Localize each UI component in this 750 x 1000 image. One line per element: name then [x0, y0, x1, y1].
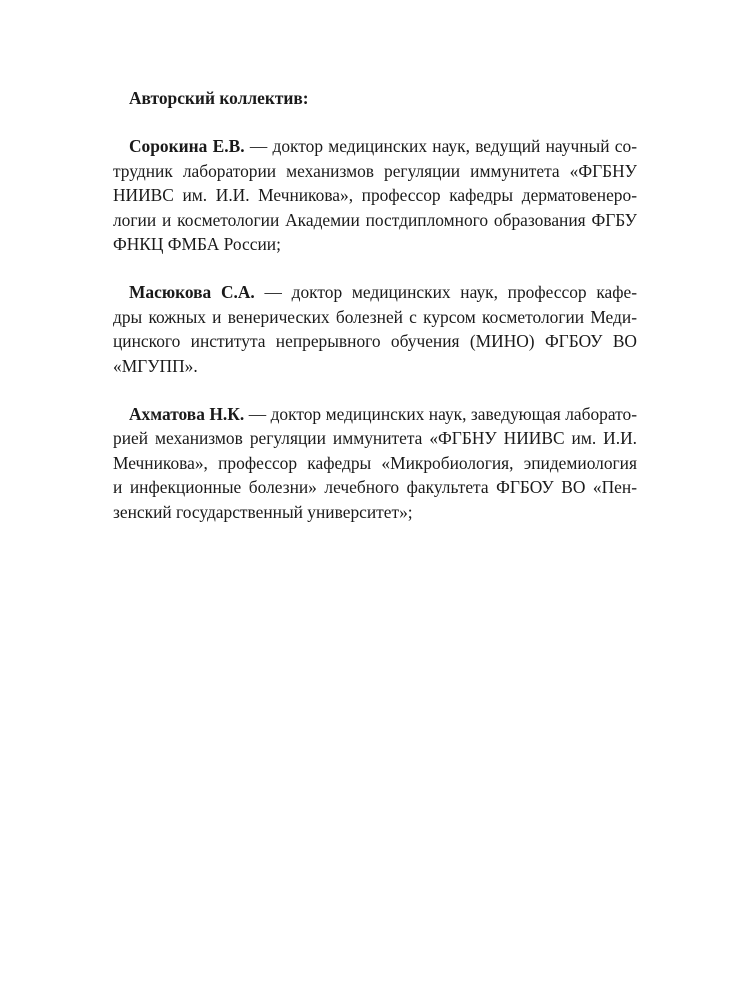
- author-name: Сорокина Е.В.: [129, 136, 245, 157]
- text-line: трудник лаборатории механизмов регуляции иммунитета «ФГБНУ: [113, 160, 637, 181]
- text-line: ФНКЦ ФМБА России;: [113, 234, 281, 255]
- author-entry: [113, 402, 637, 524]
- text-line: [113, 280, 637, 304]
- author-description: — доктор медицинских наук, профессор кафе-: [254, 282, 637, 303]
- authors-section: [113, 86, 637, 548]
- text-line: зенский государственный университет»;: [113, 501, 413, 522]
- author-entry: [113, 134, 637, 256]
- author-name: Масюкова С.А.: [129, 282, 255, 303]
- text-line: [113, 402, 637, 426]
- text-line: рией механизмов регуляции иммунитета «ФГБНУ НИИВС им. И.И.: [113, 428, 637, 449]
- text-line: дры кожных и венерических болезней с курсом косметологии Меди-: [113, 306, 637, 327]
- text-line: цинского института непрерывного обучения (МИНО) ФГБОУ ВО: [113, 331, 637, 352]
- author-description: — доктор медицинских наук, заведующая лаборато-: [244, 404, 638, 425]
- text-line: Мечникова», профессор кафедры «Микробиология, эпидемиология: [113, 452, 637, 473]
- text-line: НИИВС им. И.И. Мечникова», профессор кафедры дерматовенеро-: [113, 185, 637, 206]
- text-line: и инфекционные болезни» лечебного факультета ФГБОУ ВО «Пен-: [113, 477, 637, 498]
- text-line: «МГУПП».: [113, 355, 198, 376]
- section-heading: Авторский коллектив:: [129, 88, 309, 108]
- author-entry: [113, 280, 637, 378]
- author-name: Ахматова Н.К.: [129, 404, 245, 425]
- author-description: — доктор медицинских наук, ведущий научный со-: [244, 136, 637, 157]
- text-line: [113, 134, 637, 158]
- text-line: логии и косметологии Академии постдипломного образования ФГБУ: [113, 209, 637, 230]
